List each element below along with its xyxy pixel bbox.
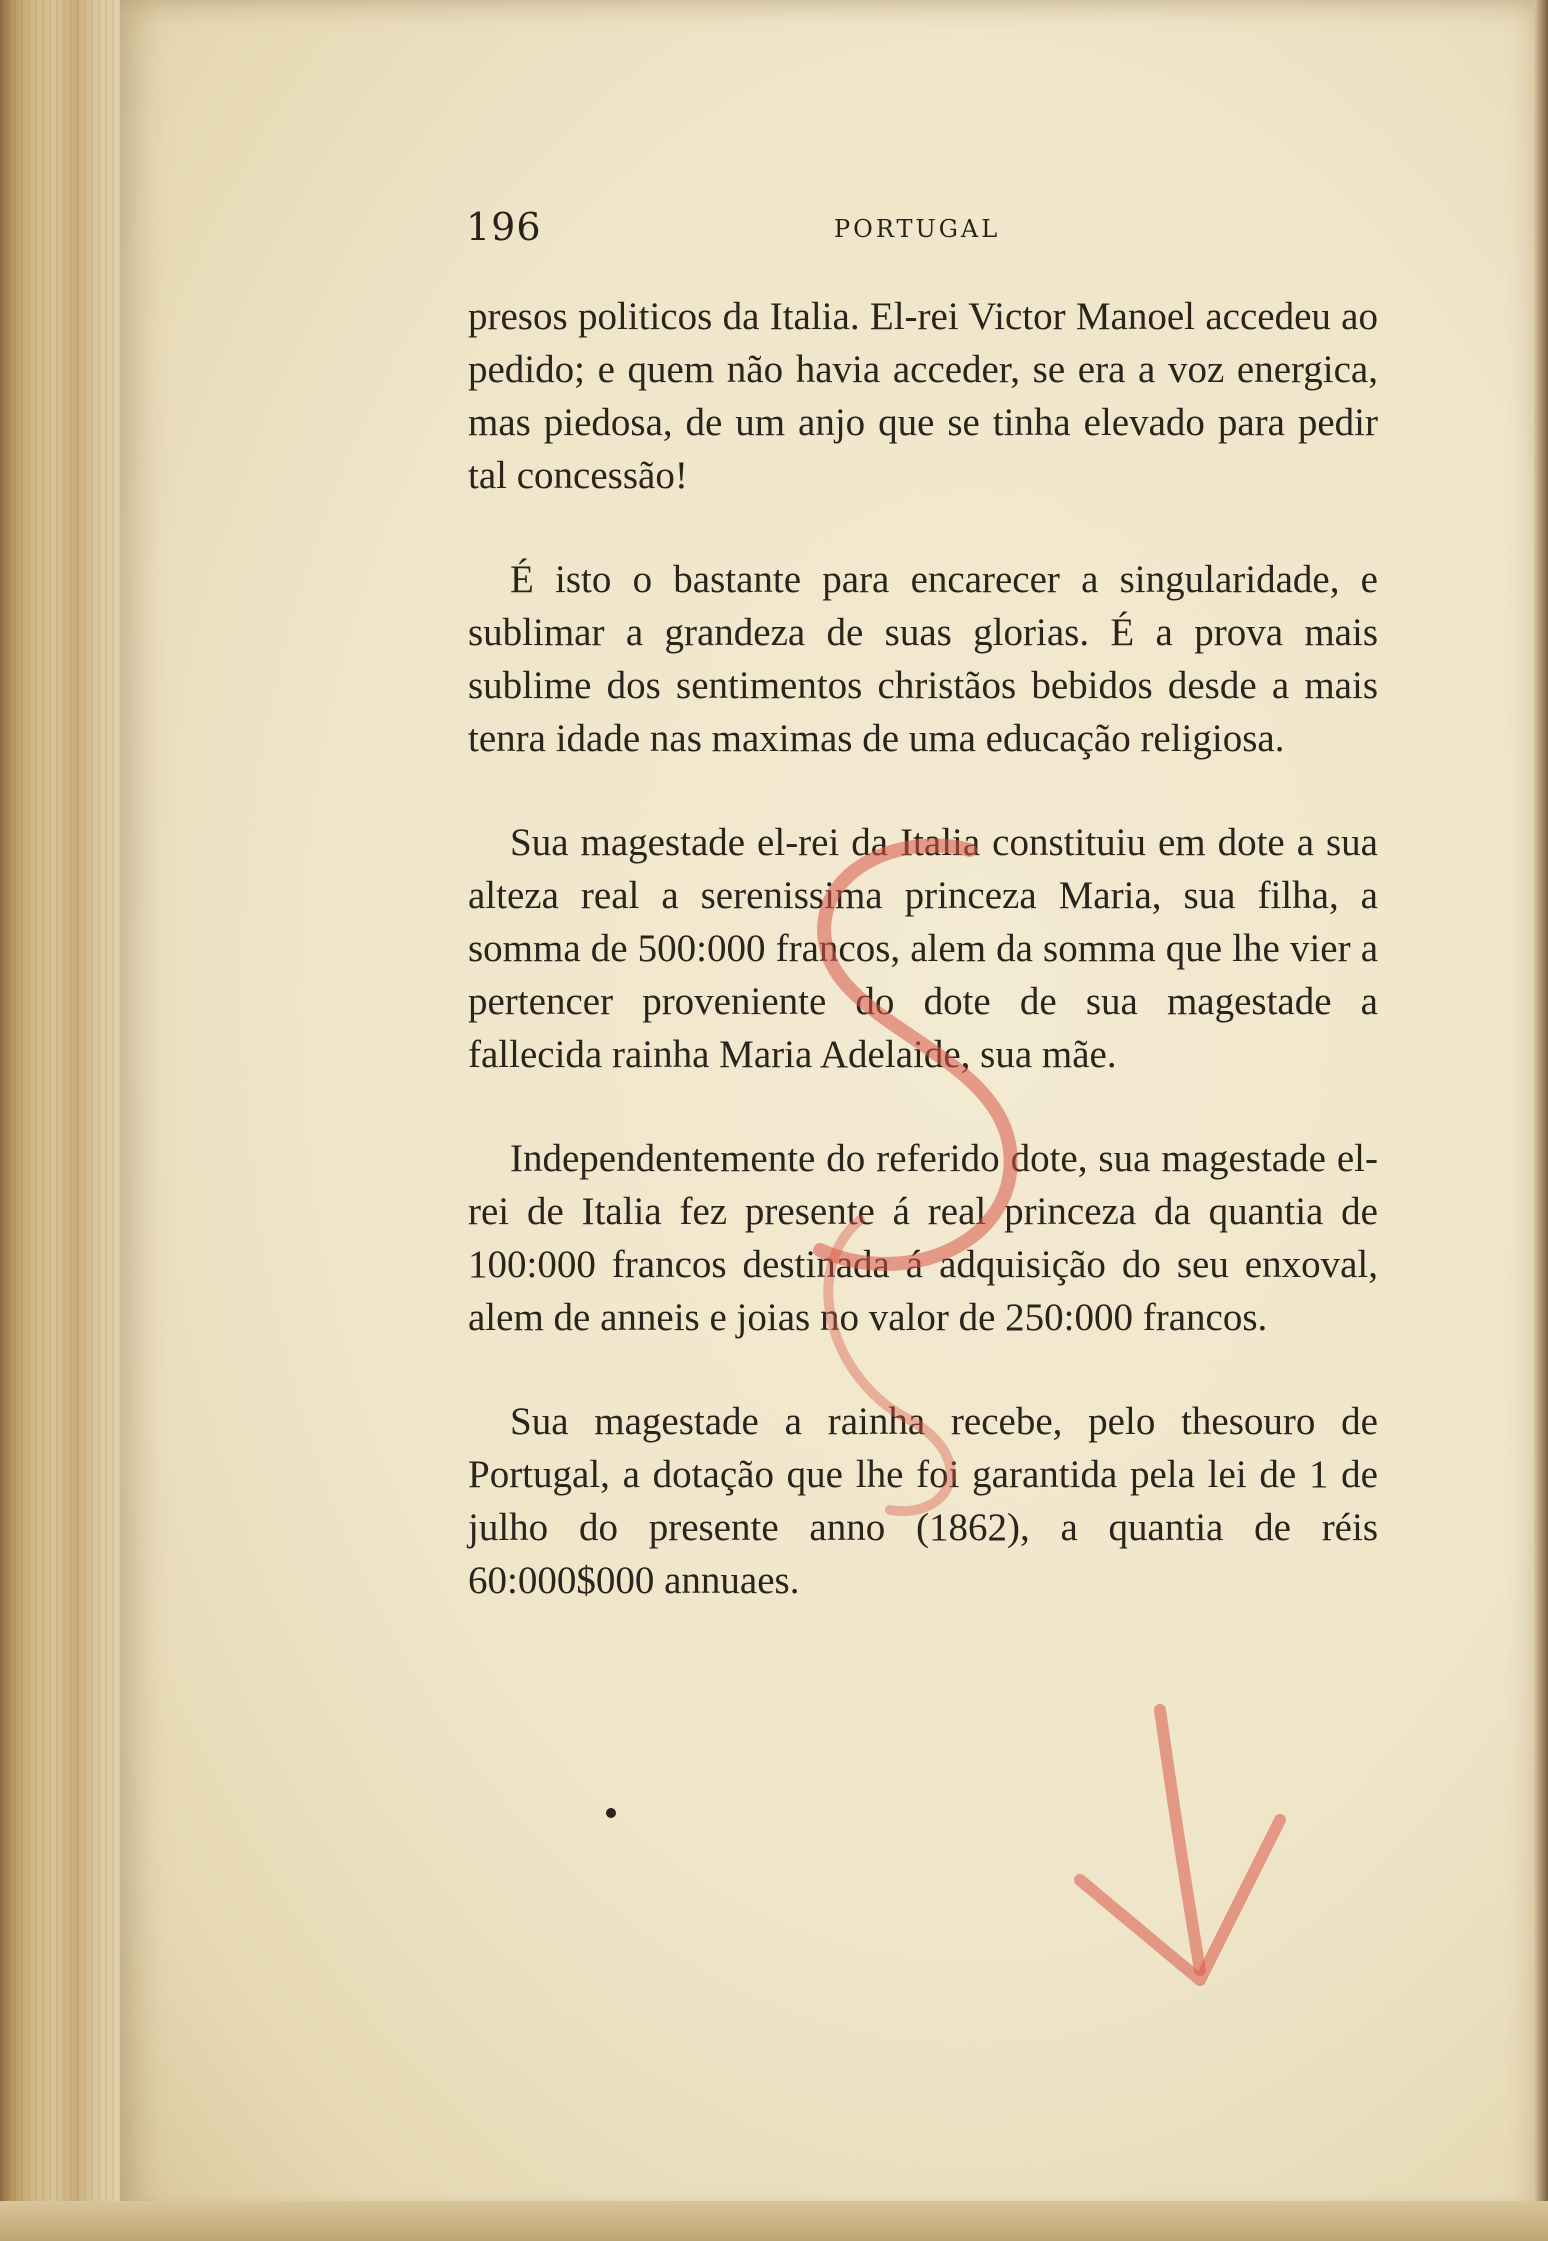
running-head: PORTUGAL [834,215,1001,243]
body-text [468,290,1378,1658]
page-bottom-edge [0,2201,1548,2241]
paragraph-4: Independentemente do referido dote, sua magestade el-rei de Italia fez presente á real princeza da quantia de 100:000 francos destinada á adquisição do seu enxoval, alem de anneis e joias no valor de 250:000 francos. [468,1137,1378,1339]
paragraph-5: Sua magestade a rainha recebe, pelo thesouro de Portugal, a dotação que lhe foi garantida pela lei de 1 de julho do presente anno (1862), a quantia de réis 60:000$000 annuaes. [468,1400,1378,1602]
page-right-edge [1534,0,1548,2241]
paragraph-3: Sua magestade el-rei da Italia constituiu em dote a sua alteza real a serenissima princeza Maria, sua filha, a somma de 500:000 francos, alem da somma que lhe vier a pertencer proveniente do dote de sua magestade a fallecida rainha Maria Adelaide, sua mãe. [468,821,1378,1076]
ink-speck [606,1808,616,1818]
paragraph-1: presos politicos da Italia. El-rei Victor Manoel accedeu ao pedido; e quem não havia acceder, se era a voz energica, mas piedosa, de um anjo que se tinha elevado para pedir tal concessão! [468,295,1378,497]
page-number: 196 [466,205,542,249]
page-header [466,205,1386,255]
paragraph-2: É isto o bastante para encarecer a singularidade, e sublimar a grandeza de suas glorias. É a prova mais sublime dos sentimentos christãos bebidos desde a mais tenra idade nas maximas de uma educação religiosa. [468,558,1378,760]
